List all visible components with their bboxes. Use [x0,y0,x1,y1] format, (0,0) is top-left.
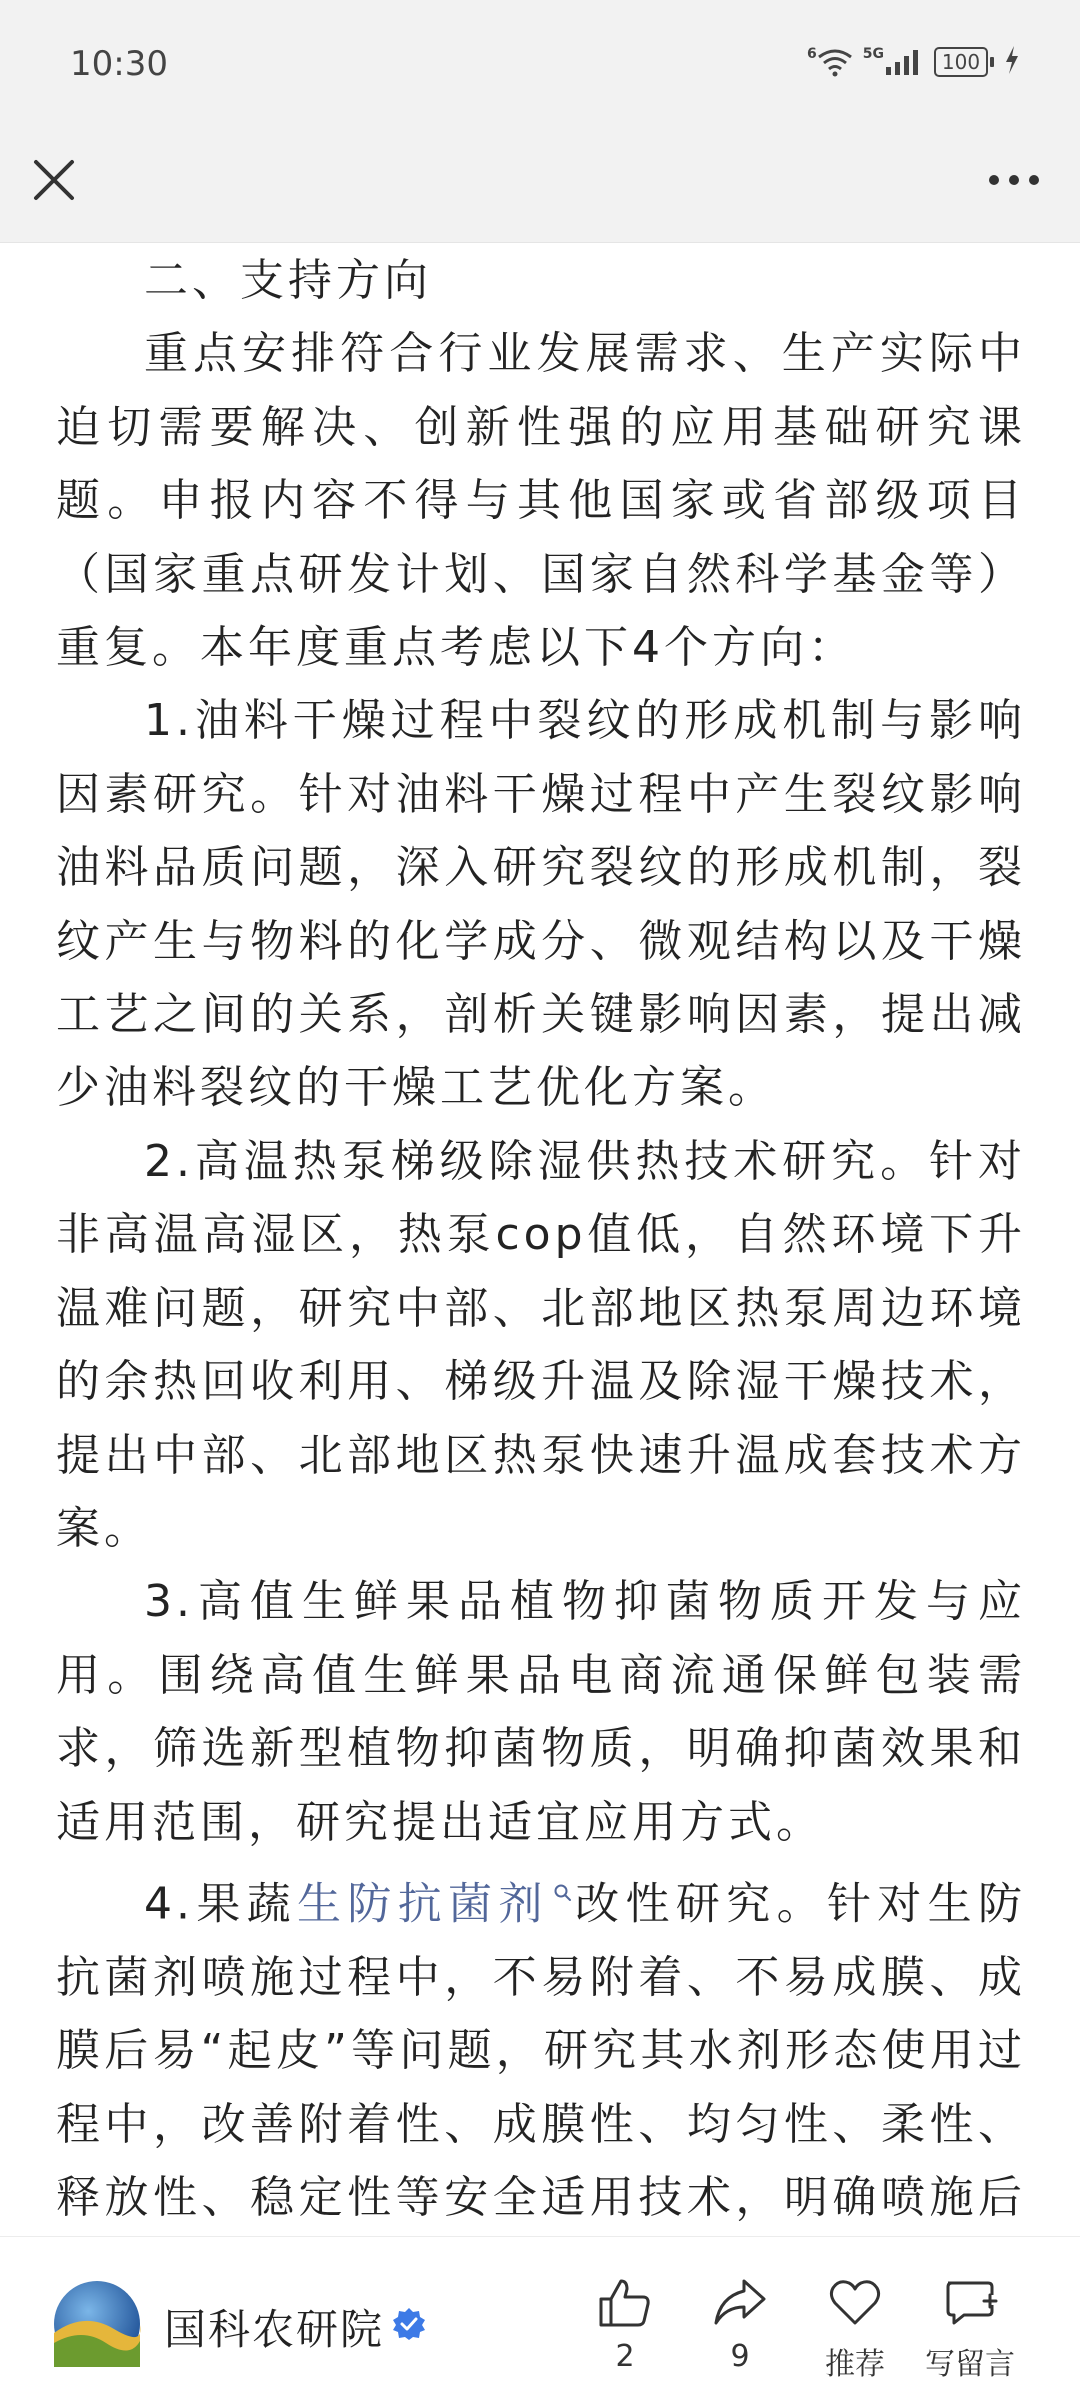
section-heading: 二、支持方向 [144,255,432,306]
battery-icon: 100 [934,47,988,77]
share-button[interactable] [685,2277,795,2374]
item4-prefix: 4.果蔬 [144,1878,298,1930]
avatar[interactable] [54,2281,140,2367]
recommend-button[interactable] [800,2277,910,2383]
thumbs-up-icon [597,2277,653,2329]
share-icon [712,2277,768,2329]
status-icons [807,46,1020,78]
comment-label: 写留言 [925,2347,1015,2382]
status-bar [0,0,1080,130]
close-button[interactable] [26,152,82,208]
search-keyword-link[interactable]: 生防抗菌剂 [297,1878,549,1930]
like-button[interactable] [570,2277,680,2374]
recommend-label: 推荐 [825,2347,885,2382]
heart-icon [827,2277,883,2329]
search-icon[interactable] [553,1880,573,1910]
more-button[interactable] [984,160,1044,200]
bottom-bar [0,2236,1080,2399]
close-icon [26,152,82,208]
status-time: 10:30 [70,44,168,84]
article-header [0,130,1080,243]
direction-item-2: 2.高温热泵梯级除湿供热技术研究。针对非高温高湿区，热泵cop值低，自然环境下升温难问题，研究中部、北部地区热泵周边环境的余热回收利用、梯级升温及除湿干燥技术，提出中部、北部地区热泵快速升温成套技术方案。 [56,1135,1026,1554]
wifi-icon: 6 [807,47,853,77]
charging-icon [1004,46,1020,78]
comment-button[interactable] [915,2277,1025,2383]
direction-item-1: 1.油料干燥过程中裂纹的形成机制与影响因素研究。针对油料干燥过程中产生裂纹影响油料品质问题，深入研究裂纹的形成机制，裂纹产生与物料的化学成分、微观结构以及干燥工艺之间的关系，剖析关键影响因素，提出减少油料裂纹的干燥工艺优化方案。 [56,695,1026,1114]
account-name[interactable]: 国科农研院 [164,2305,385,2354]
cell-signal-icon: 5G [863,47,924,77]
comment-icon [942,2277,998,2329]
more-icon [984,160,1044,200]
intro-paragraph: 重点安排符合行业发展需求、生产实际中迫切需要解决、创新性强的应用基础研究课题。申报内容不得与其他国家或省部级项目（国家重点研发计划、国家自然科学基金等）重复。本年度重点考虑以下4个方向： [56,328,1026,674]
like-count: 2 [615,2339,635,2374]
item4-rest: 改性研究。针对生防抗菌剂喷施过程中，不易附着、不易成膜、成膜后易“起皮”等问题，研究其水剂形态使用过程中，改善附着性、成膜性、均匀性、柔性、释放性、稳定性等安全适用技术，明确喷施后 [56,1878,1027,2224]
direction-item-3: 3.高值生鲜果品植物抑菌物质开发与应用。围绕高值生鲜果品电商流通保鲜包装需求，筛选新型植物抑菌物质，明确抑菌效果和适用范围，研究提出适宜应用方式。 [56,1576,1026,1848]
article-body [56,244,1026,2236]
share-count: 9 [730,2339,750,2374]
verified-badge-icon [392,2307,426,2341]
